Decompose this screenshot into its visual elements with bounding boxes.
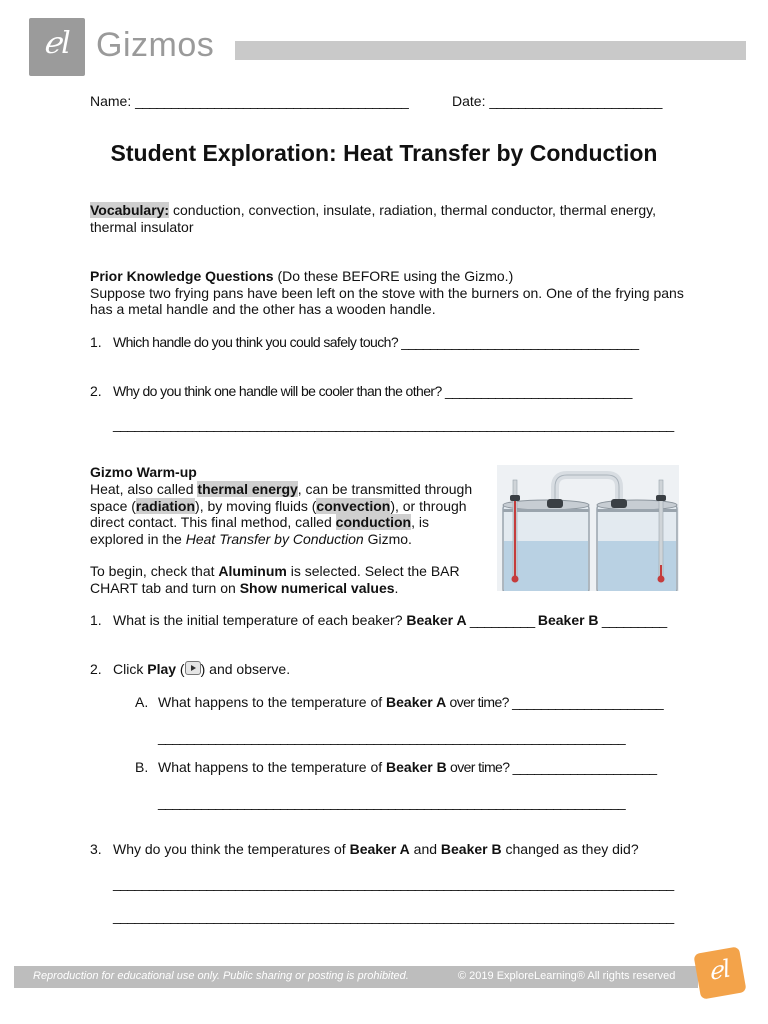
term-show-numerical-values: Show numerical values: [239, 580, 395, 596]
footer-logo-badge: [693, 946, 746, 999]
q1-blank-a[interactable]: _________: [466, 612, 538, 628]
q1-blank-b[interactable]: _________: [598, 612, 667, 628]
name-blank[interactable]: ______________________________________: [135, 93, 409, 109]
q2-paren: (: [176, 661, 185, 677]
q3-answer-line-2[interactable]: ______________________________________________________________________________: [113, 908, 674, 924]
qB-letter: B.: [135, 759, 149, 775]
date-field: [452, 93, 662, 109]
date-blank[interactable]: ________________________: [489, 93, 662, 109]
warmup-text: Heat, also called: [90, 481, 198, 497]
logo-glyph: ℯl: [43, 26, 71, 61]
header-bar: [235, 41, 746, 60]
warmup-text: To begin, check that: [90, 563, 219, 579]
play-icon: [185, 661, 201, 675]
term-convection: convection: [316, 498, 391, 514]
warmup-line-3: [90, 514, 429, 530]
q1-beaker-a: Beaker A: [406, 612, 467, 628]
warmup-line-1: [90, 481, 472, 497]
warmup-text: is selected. Select the BAR: [286, 563, 460, 579]
vocabulary-terms: conduction, convection, insulate, radiation, thermal conductor, thermal energy,: [169, 202, 657, 218]
prior-q2-answer-line[interactable]: ______________________________________________________________________________: [113, 416, 674, 432]
q3-end: changed as they did?: [501, 841, 639, 857]
warmup-text: , can be transmitted through: [297, 481, 473, 497]
qB-prompt: What happens to the temperature of: [158, 759, 387, 775]
warmup-heading: [90, 464, 197, 480]
page-title: Student Exploration: Heat Transfer by Conduction: [110, 140, 658, 166]
vocabulary-label: Vocabulary:: [90, 202, 170, 218]
q3-prompt: Why do you think the temperatures of: [113, 841, 350, 857]
q3-beaker-a: Beaker A: [349, 841, 410, 857]
vocabulary-line-1: [90, 202, 656, 218]
prior-heading: [90, 268, 513, 284]
term-radiation: radiation: [135, 498, 196, 514]
qA-beaker-a: Beaker A: [386, 694, 447, 710]
beakers-illustration: [497, 465, 679, 591]
q2-prompt: Click: [113, 661, 148, 677]
warmup-line-2: [90, 498, 467, 514]
prior-text-2: has a metal handle and the other has a wooden handle.: [90, 301, 436, 317]
qA-answer-line[interactable]: _________________________________________________________________: [158, 729, 626, 745]
qB-answer-line[interactable]: _________________________________________________________________: [158, 794, 626, 810]
prior-q2-number: 2.: [90, 383, 102, 399]
gizmo-name: Heat Transfer by Conduction: [185, 531, 364, 547]
q1-number: 1.: [90, 612, 102, 628]
q2-play-word: Play: [147, 661, 177, 677]
footer-disclaimer: Reproduction for educational use only. Public sharing or posting is prohibited.: [33, 970, 409, 982]
q1-beaker-b: Beaker B: [537, 612, 599, 628]
warmup-text: ), or through: [390, 498, 467, 514]
q1-prompt: What is the initial temperature of each beaker?: [113, 612, 407, 628]
warmup-heading-text: Gizmo Warm-up: [90, 464, 197, 480]
q3-beaker-b: Beaker B: [440, 841, 502, 857]
term-conduction: conduction: [335, 514, 412, 530]
date-label: Date:: [452, 93, 486, 109]
qA-text[interactable]: [158, 694, 663, 710]
prior-heading-note: (Do these BEFORE using the Gizmo.): [273, 268, 514, 284]
warmup-text: Gizmo.: [363, 531, 412, 547]
warmup-text: explored in the: [90, 531, 186, 547]
explorelearning-logo: [29, 18, 85, 76]
brand-name: Gizmos: [96, 26, 215, 64]
warmup-line-6: [90, 580, 398, 596]
qB-text[interactable]: [158, 759, 656, 775]
qA-letter: A.: [135, 694, 149, 710]
q2-number: 2.: [90, 661, 102, 677]
prior-q1-text[interactable]: Which handle do you think you could safely touch? _________________________________: [113, 334, 639, 350]
q3-answer-line-1[interactable]: ______________________________________________________________________________: [113, 875, 674, 891]
term-thermal-energy: thermal energy: [197, 481, 298, 497]
prior-text-1: Suppose two frying pans have been left on the stove with the burners on. One of the frying pans: [90, 285, 684, 301]
term-aluminum: Aluminum: [218, 563, 287, 579]
footer-copyright: © 2019 ExploreLearning® All rights reserved: [458, 970, 676, 982]
q3-number: 3.: [90, 841, 102, 857]
prior-q1-number: 1.: [90, 334, 102, 350]
warmup-text: , is: [411, 514, 429, 530]
name-field: [90, 93, 408, 109]
prior-q2-text[interactable]: Why do you think one handle will be cooler than the other? __________________________: [113, 383, 632, 399]
footer-logo-glyph: ℯl: [706, 954, 733, 986]
warmup-line-5: [90, 563, 460, 579]
warmup-text: direct contact. This final method, called: [90, 514, 336, 530]
q3-and: and: [409, 841, 441, 857]
prior-heading-label: Prior Knowledge Questions: [90, 268, 274, 284]
q3-text: [113, 841, 639, 857]
warmup-text: CHART tab and turn on: [90, 580, 240, 596]
qB-beaker-b: Beaker B: [386, 759, 447, 775]
qA-blank[interactable]: over time? _____________________: [446, 694, 664, 710]
warmup-text: space (: [90, 498, 136, 514]
q2-observe: ) and observe.: [200, 661, 291, 677]
name-label: Name:: [90, 93, 132, 109]
qB-blank[interactable]: over time? ____________________: [446, 759, 657, 775]
q2-text: [113, 661, 290, 677]
q1-text[interactable]: [113, 612, 667, 628]
vocabulary-line-2: thermal insulator: [90, 219, 194, 235]
warmup-line-4: [90, 531, 412, 547]
warmup-text: .: [394, 580, 399, 596]
warmup-text: ), by moving fluids (: [195, 498, 317, 514]
beakers-svg: [497, 465, 679, 591]
qA-prompt: What happens to the temperature of: [158, 694, 387, 710]
